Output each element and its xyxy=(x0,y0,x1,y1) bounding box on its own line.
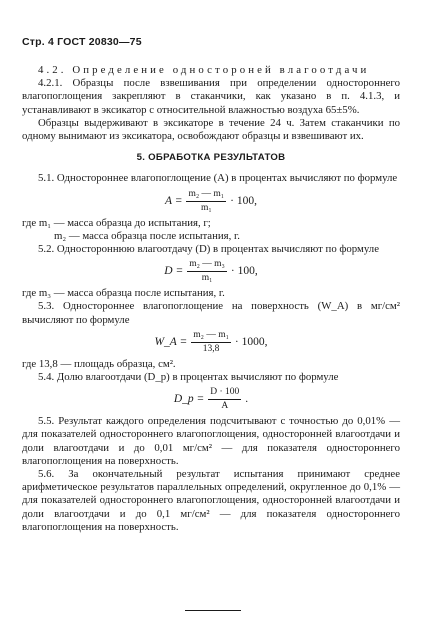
formula-wa-denominator: 13,8 xyxy=(202,343,220,354)
formula-d xyxy=(22,259,400,284)
formula-a xyxy=(22,189,400,214)
paragraph-5-6: 5.6. За окончательный результат испытания принимают среднее арифметическое результатов параллельных определений, округленное до 0,1% — для показателей одностороннего влагопоглощения, односторонней влагоотдачи и доли влагоотдачи и до 0,1 мг/см² — для показателя одностороннего влагопоглощения на поверхность. xyxy=(22,468,400,533)
paragraph-5-5: 5.5. Результат каждого определения подсчитывают с точностью до 0,01% — для показателей одностороннего влагопоглощения, односторонней влагоотдачи и доли влагоотдачи и до 0,01 мг/см² — для показателя одностороннего влагопоглощения на поверхность. xyxy=(22,415,400,467)
paragraph-5-2: 5.2. Одностороннюю влагоотдачу (D) в процентах вычисляют по формуле xyxy=(38,243,379,256)
formula-wa-rhs: · 1000, xyxy=(234,335,268,348)
formula-d-lhs: D = xyxy=(164,265,184,278)
formula-dp xyxy=(22,387,400,412)
formula-d-numerator: m₂ — m₃ xyxy=(187,259,227,272)
formula-dp-denominator: A xyxy=(221,401,229,412)
formula-dp-numerator: D · 100 xyxy=(208,387,241,400)
formula-dp-rhs: . xyxy=(245,393,249,406)
formula-a-numerator: m₂ — m₁ xyxy=(186,189,226,202)
footer-divider xyxy=(185,610,241,611)
formula-a-denominator: m₁ xyxy=(200,202,212,213)
where-m2: m₂ — масса образца после испытания, г. xyxy=(54,229,240,242)
where-m1: где m₁ — масса образца до испытания, г; xyxy=(22,216,211,229)
paragraph-5-1: 5.1. Одностороннее влагопоглощение (A) в процентах вычисляют по формуле xyxy=(38,172,398,185)
formula-dp-lhs: D_p = xyxy=(173,393,205,406)
paragraph-4-2-1: 4.2.1. Образцы после взвешивания при определении одностороннего влагопоглощения закрепляют в стаканчики, как указано в п. 4.1.3, и устанавливают в эксикатор с относительной влажностью воздуха 65±5%. xyxy=(22,77,400,116)
paragraph-5-4: 5.4. Долю влагоотдачи (D_p) в процентах вычисляют по формуле xyxy=(38,371,339,384)
paragraph-4-2-1-cont: Образцы выдерживают в эксикаторе в течение 24 ч. Затем стаканчики по одному вынимают из эксикатора, освобождают образцы и взвешивают их. xyxy=(22,116,400,143)
formula-a-fraction xyxy=(186,189,226,214)
formula-dp-fraction xyxy=(208,387,241,412)
section-5-title: 5. ОБРАБОТКА РЕЗУЛЬТАТОВ xyxy=(136,152,286,164)
formula-wa-numerator: m₂ — m₁ xyxy=(191,330,231,343)
section-4-2-title: 4.2. Определение одностороней влагоотдачи xyxy=(38,64,370,76)
where-m3: где m₃ — масса образца после испытания, г. xyxy=(22,287,225,300)
formula-d-fraction xyxy=(187,259,227,284)
paragraph-5-3: 5.3. Одностороннее влагопоглощение на поверхность (W_A) в мг/см² вычисляют по формуле xyxy=(22,300,400,326)
page-header: Стр. 4 ГОСТ 20830—75 xyxy=(22,36,142,48)
formula-a-rhs: · 100, xyxy=(230,194,257,207)
where-area: где 13,8 — площадь образца, см². xyxy=(22,357,176,370)
formula-wa-lhs: W_A = xyxy=(154,335,188,348)
page-content xyxy=(22,64,400,534)
formula-wa xyxy=(22,330,400,355)
formula-d-denominator: m₁ xyxy=(201,273,213,284)
formula-a-lhs: A = xyxy=(165,194,183,207)
formula-d-rhs: · 100, xyxy=(230,265,258,278)
formula-wa-fraction xyxy=(191,330,231,355)
